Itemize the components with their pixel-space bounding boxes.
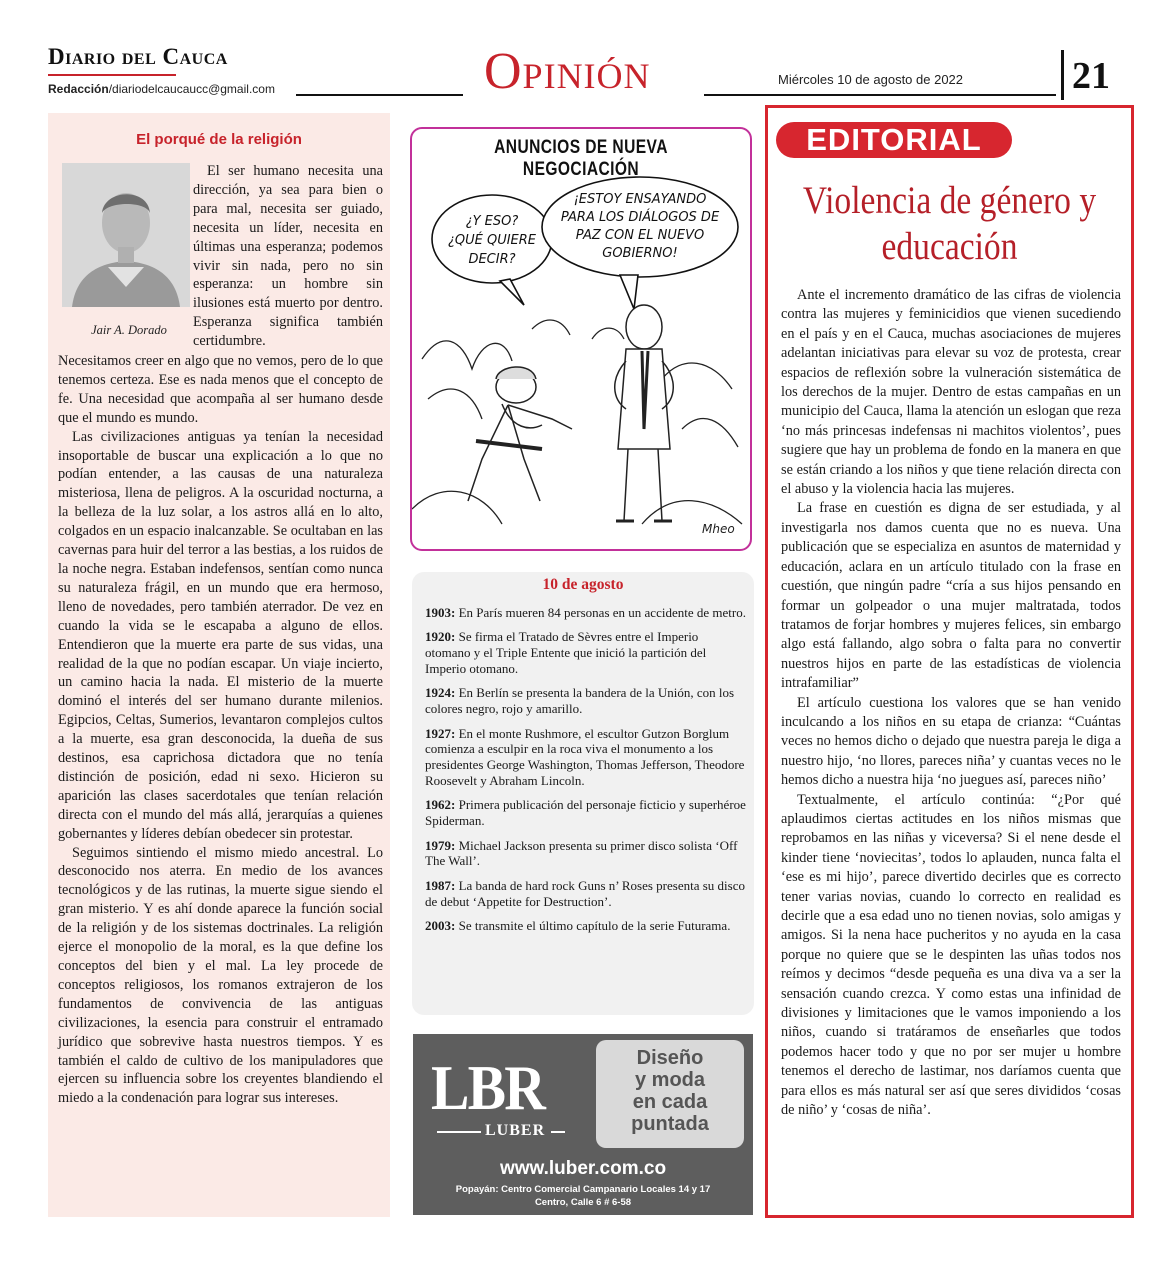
bubble-left-line: DECIR? xyxy=(468,252,516,267)
almanac-title: 10 de agosto xyxy=(542,576,624,593)
slogan-line: en cada xyxy=(632,1091,708,1113)
almanac-event: En Berlín se presenta la bandera de la Unión, con los colores negro, rojo y amarillo. xyxy=(425,685,735,717)
section-title: Opinión xyxy=(484,43,651,100)
list-item xyxy=(425,838,747,870)
luber-advertisement[interactable] xyxy=(413,1034,753,1215)
list-item xyxy=(425,605,747,621)
almanac-event: Se transmite el último capítulo de la serie Futurama. xyxy=(458,917,731,933)
slogan-box xyxy=(596,1040,744,1148)
slogan-line: puntada xyxy=(631,1113,709,1135)
publication-date: Miércoles 10 de agosto de 2022 xyxy=(778,72,964,87)
masthead: Diario del Cauca xyxy=(48,44,228,69)
column-title: El porqué de la religión xyxy=(136,131,302,148)
bubble-right-line: ¡ESTOY ENSAYANDO xyxy=(573,192,707,207)
editorial-cartoon xyxy=(410,127,752,551)
editorial-headline: Violencia de género y educación xyxy=(802,179,1097,268)
almanac-event: Primera publicación del personaje ficticio y superhéroe Spiderman. xyxy=(425,797,746,829)
address-line: Centro, Calle 6 # 6-58 xyxy=(534,1197,632,1208)
page-number: 21 xyxy=(1072,55,1110,97)
editorial-body xyxy=(781,286,1121,1120)
header-rule-left xyxy=(296,94,463,96)
almanac-year: 1962: xyxy=(425,797,456,813)
opinion-column xyxy=(48,113,390,1217)
list-item xyxy=(425,918,747,934)
bubble-right-line: PARA LOS DIÁLOGOS DE xyxy=(560,210,720,225)
almanac-event: En París mueren 84 personas en un accidente de metro. xyxy=(458,605,746,620)
bubble-right-line: PAZ CON EL NUEVO xyxy=(575,228,705,243)
bubble-left-line: ¿QUÉ QUIERE xyxy=(447,233,537,248)
almanac-year: 1903: xyxy=(425,605,456,620)
almanac-year: 1927: xyxy=(425,725,456,741)
address-line: Popayán: Centro Comercial Campanario Locales 14 y 17 xyxy=(455,1184,711,1195)
redaccion-email[interactable]: /diariodelcaucaucc@gmail.com xyxy=(108,82,275,96)
column-paragraph: Necesitamos creer en algo que no vemos, pero de lo que tenemos certeza. Ese es nada menos que el concepto de fe. Una necesidad que acompaña al ser humano desde que el mundo es mundo. xyxy=(58,353,383,426)
cartoon-signature: Mheo xyxy=(702,522,735,536)
ad-address xyxy=(413,1183,753,1209)
column-paragraph: Las civilizaciones antiguas ya tenían la necesidad insoportable de buscar una explicación a lo que no podían entender, a las causas de una naturaleza misteriosa, llena de peligros. A la oscuridad nocturna, a la belleza de la luz solar, a los astros allá en lo alto, colgados en un espacio inalcanzable. Se ocultaban en las cavernas para huir del terror a las bestias, a los ruidos de la noche negra. Estaban indefensos, sentían como nunca su naturaleza frágil, en un mundo que era hermoso, lleno de novedades, pero también aterrador. De vez en cuando la vida se le escapaba a alguno de ellos. Entendieron que la muerte era parte de sus vidas, una realidad de la que no podían escapar. Un viaje incierto, un camino hacia la nada. El misterio de la muerte dominó el interés del ser humano durante milenios. Egipcios, Celtas, Sumerios, levantaron complejos cultos a la muerte, esa gran desconocida, la dueña de sus destinos, esa caprichosa dictadora que no tenía distinción de posición, edad ni sexo. Hicieron su aparición las clases sacerdotales que tenían relación directa con el mundo del más allá, jerarquías a quienes gobernantes y líderes debían obedecer sin protestar. xyxy=(58,428,383,842)
almanac-year: 1987: xyxy=(425,877,456,893)
ad-url-link[interactable]: www.luber.com.co xyxy=(499,1158,667,1179)
almanac-year: 2003: xyxy=(425,917,456,933)
almanac-event: La banda de hard rock Guns n’ Roses presenta su disco de debut ‘Appetite for Destruction’. xyxy=(425,877,745,909)
almanac-event: Se firma el Tratado de Sèvres entre el Imperio otomano y el Triple Entente que inició la partición del Imperio otomano. xyxy=(425,629,707,676)
cartoon-drawing-icon xyxy=(412,129,750,549)
column-body xyxy=(58,352,383,1108)
redaccion-line xyxy=(48,82,275,96)
slogan-line: y moda xyxy=(634,1069,706,1091)
author-name: Jair A. Dorado xyxy=(91,323,167,337)
logo-rule xyxy=(551,1131,565,1133)
list-item xyxy=(425,629,747,676)
column-body-top xyxy=(193,162,383,351)
list-item xyxy=(425,878,747,910)
list-item xyxy=(425,726,747,789)
author-photo xyxy=(62,163,190,307)
almanac-list xyxy=(425,605,747,942)
redaccion-label: Redacción xyxy=(48,82,109,96)
editorial-label: EDITORIAL xyxy=(776,122,1012,158)
almanac-year: 1920: xyxy=(425,629,456,645)
logo-rule xyxy=(437,1131,481,1133)
author-portrait-icon xyxy=(62,163,190,307)
almanac-event: En el monte Rushmore, el escultor Gutzon Borglum comienza a esculpir en la roca viva el monumento a los presidentes George Washington, Thomas Jefferson, Theodore Roosevelt y Abraham Lincoln. xyxy=(425,725,745,788)
editorial-paragraph: El artículo cuestiona los valores que se han venido inculcando a los niños en su etapa de crianza: “Cuántas veces no hemos dicho o dejado que nuestra pareja le diga a nuestro hijo, ‘no llores, pareces niña’ y cuantas veces no le hemos dicho a nuestra hija ‘no juegues así, pareces niño’ xyxy=(781,694,1121,789)
almanac-box xyxy=(412,572,754,1015)
list-item xyxy=(425,797,747,829)
editorial-paragraph: Ante el incremento dramático de las cifras de violencia contra las mujeres y feminicidios que vienen sucediendo en el país y en el Cauca, muchas asociaciones de mujeres adelantan iniciativas para elevar su voz de protesta, crear espacios de reflexión sobre la vulneración sistemática de los derechos de la mujer. Dentro de estas campañas en un municipio del Cauca, llama la atención un eslogan que reza ‘no más princesas indefensas ni machitos violentos’, pues sugiere que hay un problema de fondo en la manera en que se están criando a los niños y que tiene relación directa con el abuso y la violencia hacia las mujeres. xyxy=(781,287,1121,498)
bubble-left-line: ¿Y ESO? xyxy=(465,214,519,229)
ad-slogan xyxy=(596,1047,744,1135)
list-item xyxy=(425,685,747,717)
slogan-line: Diseño xyxy=(636,1047,704,1069)
editorial-box xyxy=(765,105,1134,1218)
header-rule-right xyxy=(704,94,1056,96)
luber-brand: LUBER xyxy=(485,1122,546,1139)
column-paragraph: Seguimos sintiendo el mismo miedo ancestral. Lo desconocido nos aterra. En medio de los avances tecnológicos y de las rutinas, la muerte sigue siendo el gran misterio. Y es ahí donde aparece la función social de la religión y de los sistemas doctrinales. La religión ejerce el monopolio de la moral, es la que define los conceptos del bien y el mal. La ley procede de conceptos religiosos, los romanos extrajeron de los fundamentos de convivencia de las antiguas civilizaciones, la esencia para construir el entramado jurídico que sobrevive hasta nuestros tiempos. Y es también el caldo de cultivo de los manipuladores que ejercen su influencia sobre los creyentes blandiendo el miedo a la condenación para lograr sus intereses. xyxy=(58,844,383,1107)
page-number-divider xyxy=(1061,50,1064,100)
almanac-year: 1924: xyxy=(425,685,456,701)
almanac-year: 1979: xyxy=(425,837,456,853)
almanac-event: Michael Jackson presenta su primer disco solista ‘Off The Wall’. xyxy=(425,837,738,869)
bubble-right-line: GOBIERNO! xyxy=(602,246,678,261)
column-paragraph: El ser humano necesita una dirección, ya sea para bien o para mal, necesita ser guiado, necesita un líder, necesita en últimas una esperanza; podemos vivir sin nada, pero no sin esperanza: un hombre sin ilusiones está muerto por dentro. Esperanza significa también certidumbre. xyxy=(193,163,383,350)
editorial-paragraph: La frase en cuestión es digna de ser estudiada, y al investigarla nos damos cuenta que no es nueva. Una publicación que se especializa en asuntos de maternidad y educación, aclara en un artículo titulado con la frase en cuestión, que ningún padre “cría a sus hijos pensando en formar un golpeador o una mujer maltratada, todos tratamos de forjar hombres y mujeres felices, sin embargo algo está fallando, algo sobra o falta para no convertir nuestros hijos en parte de las estadísticas de violencia intrafamiliar” xyxy=(781,500,1121,692)
luber-logo: LBR xyxy=(431,1052,545,1123)
masthead-underline xyxy=(48,74,176,76)
editorial-paragraph: Textualmente, el artículo continúa: “¿Por qué aplaudimos ciertas actitudes en los niños mismas que reprobamos en las niñas y viceversa? Si el nene desde el kinder tiene ‘noviecitas’, todos lo aplauden, nunca falta el ‘ese es mi hijo’, parece divertido decirles que es correcto tener varias novias, cuando lo correcto en realidad es decirle que a esa edad uno no tienen novias, solo amigas y amigos. Si la nena hace pucheritos y no ayuda en la casa porque no quiere que se le despinten las uñas todos nos reímos y decimos “desde pequeña es una diva va a ser la sensación cuando crezca. Y como estas una infinidad de divisiones y limitaciones que le vamos imponiendo a los niños, cuando si tratáramos de enseñarles que todos podemos hacer todo y que no por ser mujer u hombre tenemos el derecho de lastimar, nos daríamos cuenta que para ellos es más natural ser así que seres divididos ‘cosas de niño’ y ‘cosas de niña’. xyxy=(781,791,1121,1119)
cartoon-title: ANUNCIOS DE NUEVA NEGOCIACIÓN xyxy=(494,137,668,180)
